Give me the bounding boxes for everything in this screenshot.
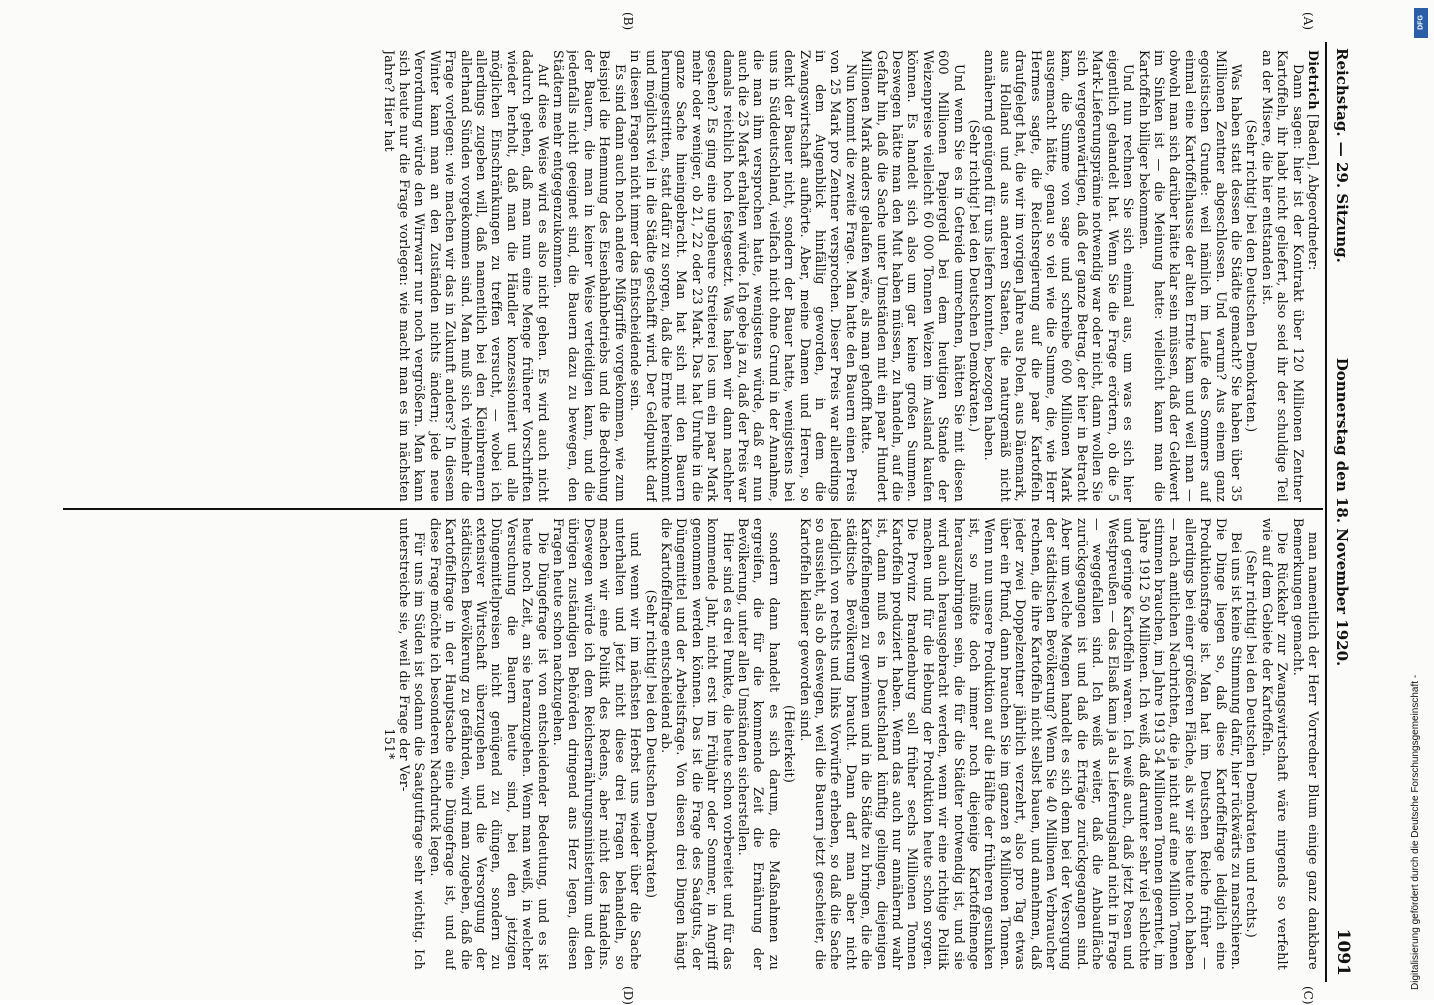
header-rule (1325, 42, 1327, 982)
speaker-line (1306, 50, 1321, 502)
interjection: (Sehr richtig! bei den Deutschen Demokraten.) (1244, 119, 1260, 433)
paragraph: Und nun rechnen Sie sich einmal aus, um was es sich hier eigentlich gehandelt hat. Wenn Sie die Frage erörtern, ob die 5 Mark-Lieferungsprämie notwendig war oder nicht, dann wollen Sie sich vergegenwärtigen, daß der ganze Betrag, der hier in Betracht kam, die Summe von sage und schreibe 600 Millionen Mark ausgemacht hätte, genau so viel wie die Summe, die, wie Herr Hermes sagte, die Reichsregierung auf die paar Kartoffeln draufgelegt hat, die wir im vorigen Jahre aus Polen, aus Dänemark, aus Holland und aus anderen Staaten, die naturgemäß nicht annähernd genügend für uns liefern konnten, bezogen haben. (982, 50, 1137, 502)
left-column (63, 50, 1321, 502)
interjection: (Sehr richtig! bei den Deutschen Demokraten und rechts.) (1244, 550, 1260, 938)
interjection: (Heiterkeit) (782, 705, 798, 783)
paragraph: Dann sagen: hier ist der Kontrakt über 120 Millionen Zentner Kartoffeln, ihr habt nicht geliefert, also seid ihr der schuldige Teil an der Misere, die hier entstanden ist. (1259, 50, 1306, 502)
dfg-logo: DFG (1414, 8, 1428, 38)
margin-a: (A) (1301, 12, 1315, 31)
page-header (1327, 42, 1355, 982)
interjection: (Sehr richtig! bei den Deutschen Demokraten) (643, 589, 659, 899)
margin-b: (B) (621, 12, 635, 31)
speaker-role: [Baden], Abgeordneter: (1306, 109, 1321, 271)
header-center: Donnerstag den 18. November 1920. (1333, 357, 1351, 667)
rotated-page (60, 12, 1355, 1005)
paragraph: man namentlich der Herr Vorredner Blum einige ganz dankbare Bemerkungen gemacht. (1290, 518, 1321, 970)
paragraph: Und wenn Sie es in Getreide umrechnen, hätten Sie mit diesen 600 Millionen Papiergeld bei dem heutigen Stande der Weizenpreise vielleicht 60 000 Tonnen Weizen im Ausland kaufen können. Es handelt sich also um gar keine großen Summen. Deswegen hätte man den Mut haben müssen, zu handeln, auf die Gefahr hin, daß die Sache unter Umständen mit ein paar Hundert Millionen Mark anders gelaufen wäre, als man gehofft hatte. (859, 50, 967, 502)
signature-mark: 151* (381, 728, 397, 760)
paragraph: Nun kommt die zweite Frage. Man hatte den Bauern einen Preis von 25 Mark pro Zentner versprochen. Dieser Preis war allerdings in dem Augenblick hinfällig geworden, in dem die Zwangswirtschaft aufhörte. Aber, meine Damen und Herren, so denkt der Bauer nicht, sondern der Bauer hatte, wenigstens bei uns in Süddeutschland, vielfach nicht ohne Grund in der Annahme, die man ihm versprochen hatte, wenigstens würde, daß er nun auch die 25 Mark erhalten würde. Ich gebe ja zu, daß der Preis war damals reichlich hoch festgesetzt. Was haben wir dann nachher gesehen? Es ging eine ungeheure Streiterei los um ein paar Mark mehr oder weniger, ob 21, 22 oder 23 Mark. Das hat Unruhe in die ganze Sache hineingebracht. Man hat sich mit den Bauern herumgestritten, statt dafür zu sorgen, daß die Ernte hereinkommt und möglichst viel in die Städte geschafft wird. Der Geldpunkt darf in diesen Fragen nicht immer das Entscheidende sein. (628, 50, 859, 502)
paragraph: Es sind dann auch noch andere Mißgriffe vorgekommen, wie zum Beispiel die Hemmung des Eisenbahnbetriebs und die Bedrohung der Bauern, die man in keiner Weise verteidigen kann, und die jedenfalls nicht geeignet sind, die Bauern dazu zu bewegen, den Städtern mehr entgegenzukommen. (551, 50, 628, 502)
paragraph: Für uns im Süden ist sodann die Saatgutfrage sehr wichtig. Ich unterstreiche sie, weil die Frage der Ver- (397, 518, 428, 970)
paragraph: Bei uns ist keine Stimmung dafür, hier rückwärts zu marschieren. Die Dinge liegen so, daß diese Kartoffelfrage lediglich eine Produktionsfrage ist. Man hat im Deutschen Reiche früher — allerdings bei einer größeren Fläche, als wir sie heute noch haben — nach amtlichen Nachrichten, die ja nicht auf eine Million Tonnen stimmen brauchen, im Jahre 1913 54 Millionen Tonnen geerntet, im Jahre 1912 50 Millionen. Ich weiß, daß darunter sehr viel schlechte und geringe Kartoffeln waren. Ich weiß auch, daß jetzt Posen und Westpreußen — das Elsaß kam ja als Lieferungsland nicht in Frage — weggefallen sind. Ich weiß weiter, daß die Anbaufläche zurückgegangen ist und daß die Erträge zurückgegangen sind. Aber um welche Mengen handelt es sich denn bei der Versorgung der städtischen Bevölkerung? Wenn Sie 40 Millionen Verbraucher rechnen, die ihre Kartoffeln nicht selbst bauen, und annehmen, daß jeder zwei Doppelzentner jährlich verzehrt, also pro Tag etwas über ein Pfund, dann brauchen Sie im ganzen 8 Millionen Tonnen. Wenn nun unsere Produktion auf die Hälfte der früheren gesunken ist, so müßte doch immer noch diejenige Kartoffelmenge herauszubringen sein, die für die Städter notwendig ist, und sie wird auch herausgebracht werden, wenn wir eine richtige Politik machen und für die Hebung der Produktion heute schon sorgen. Die Provinz Brandenburg soll früher sechs Millionen Tonnen Kartoffeln produziert haben. Wenn das auch nur annähernd wahr ist, dann muß es in Deutschland künftig gelingen, diejenigen Kartoffelmengen zu gewinnen und in die Städte zu bringen, die die städtische Bevölkerung braucht. Dann darf man aber nicht lediglich von rechts und links Vorwürfe erheben, so daß die Sache so aussieht, als ob deswegen, weil die Bauern jetzt gescheiter, die Kartoffeln kleiner geworden sind. (797, 518, 1244, 970)
attribution-text: Digitalisierung gefördert durch die Deutsche Forschungsgemeinschaft - (1410, 674, 1421, 990)
interjection: (Sehr richtig! bei den Deutschen Demokraten.) (967, 119, 983, 433)
paragraph: sondern dann handelt es sich darum, die Maßnahmen zu ergreifen, die für die kommende Zeit die Ernährung der Bevölkerung, unter allen Umständen sicherstellen. (735, 518, 782, 970)
margin-d: (D) (621, 986, 635, 1005)
column-divider (63, 508, 1323, 510)
header-left: Reichstag. — 29. Sitzung. (1333, 48, 1351, 263)
paragraph: Auf diese Weise wird es also nicht gehen. Es wird auch nicht dadurch gehen, daß man nun eine Menge früherer Vorschriften wieder herholt, daß man die Händler konzessioniert und alle möglichen Einschränkungen zu treffen versucht, — wobei ich allerdings zugeben will, daß namentlich bei den Kleinbrennern allerhand Sünden vorgekommen sind. Man muß sich vielmehr die Frage vorlegen: wie machen wir das in Zukunft anders? In diesem Winter kann man an den Zuständen nichts ändern; jede neue Verordnung würde den Wirrwarr nur noch vergrößern. Man kann sich heute nur die Frage vorlegen: wie macht man es im nächsten Jahre? Hier hat (381, 50, 551, 502)
speaker-name: Dietrich (1306, 50, 1321, 110)
paragraph: Die Rückkehr zur Zwangswirtschaft wäre nirgends so verfehlt wie auf dem Gebiete der Kartoffeln. (1259, 518, 1291, 970)
right-column (63, 518, 1321, 970)
paragraph: und wenn wir im nächsten Herbst uns wieder über die Sache unterhalten und jetzt nicht diese drei Fragen behandeln, so machen wir eine Politik des Redens, aber nicht des Handelns. Deswegen würde ich dem Reichsernährungsministerium und den übrigen zuständigen Behörden dringend ans Herz legen, diesen Fragen heute schon nachzugehen. (551, 518, 644, 970)
page-number: 1091 (1333, 928, 1353, 976)
paragraph: Hier sind es drei Punkte, die heute schon vorbereitet und für das kommende Jahr, nicht erst im Frühjahr oder Sommer, in Angriff genommen werden können. Das ist die Frage des Saatguts, der Düngemittel und der Arbeitsfrage. Von diesen drei Dingen hängt die Kartoffelfrage entscheidend ab. (658, 518, 736, 970)
paragraph: Die Düngefrage ist von entscheidender Bedeutung, und es ist heute noch Zeit, an sie heranzugehen. Wenn man weiß, in welcher Versuchung die Bauern heute sind, bei den jetzigen Düngemittelpreisen nicht genügend zu düngen, sondern zu extensiver Wirtschaft überzugehen und die Versorgung der städtischen Bevölkerung zu gefährden, wird man zugeben, daß die Kartoffelfrage in der Hauptsache eine Düngefrage ist, und auf diese Frage möchte ich besonderen Nachdruck legen. (427, 518, 551, 970)
paragraph: Was haben statt dessen die Städte gemacht? Sie haben über 35 Millionen Zentner abgeschlossen. Und warum? Aus einem ganz egoistischen Grunde: weil nämlich im Laufe des Sommers auf einmal eine Kartoffelhausse der alten Ernte kam und weil man — obwohl man sich darüber hätte klar sein müssen, daß der Geldwert im Sinken ist — die Meinung hatte: vielleicht kann man die Kartoffeln billiger bekommen. (1136, 50, 1244, 502)
margin-c: (C) (1301, 986, 1315, 1005)
